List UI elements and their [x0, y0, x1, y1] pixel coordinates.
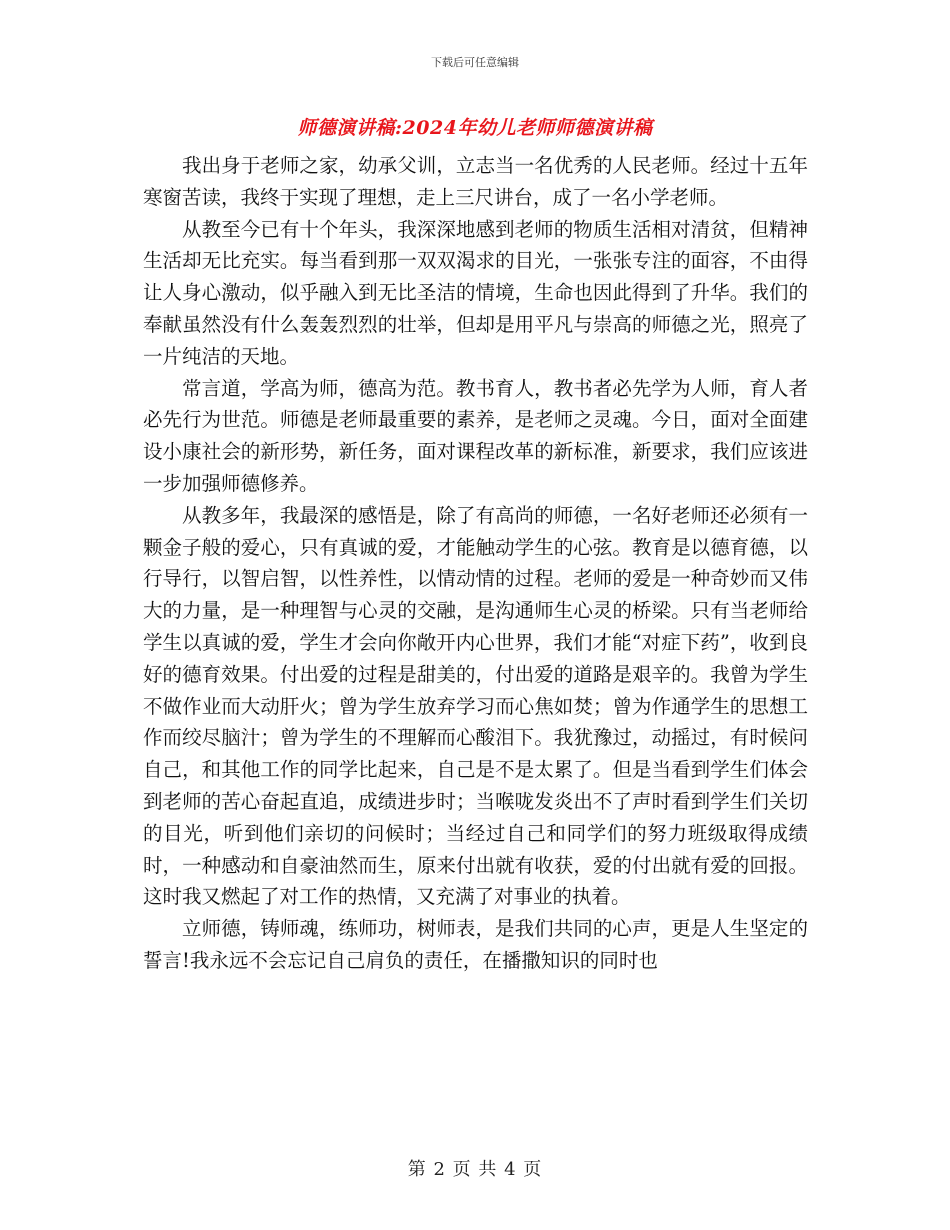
document-body	[143, 150, 808, 977]
paragraph-2: 从教至今已有十个年头，我深深地感到老师的物质生活相对清贫，但精神生活却无比充实。每当看到那一双双渴求的目光，一张张专注的面容，不由得让人身心激动，似乎融入到无比圣洁的情境，生命也因此得到了升华。我们的奉献虽然没有什么轰轰烈烈的壮举，但却是用平凡与崇高的师德之光，照亮了一片纯洁的天地。	[143, 217, 808, 368]
page-footer: 第 2 页 共 4 页	[407, 1159, 543, 1180]
paragraph-5: 立师德，铸师魂，练师功，树师表，是我们共同的心声，更是人生坚定的誓言!我永远不会忘记自己肩负的责任，在播撒知识的同时也	[143, 917, 808, 972]
paragraph-4: 从教多年，我最深的感悟是，除了有高尚的师德，一名好老师还必须有一颗金子般的爱心，只有真诚的爱，才能触动学生的心弦。教育是以德育德，以行导行，以智启智，以性养性，以情动情的过程。老师的爱是一种奇妙而又伟大的力量，是一种理智与心灵的交融，是沟通师生心灵的桥梁。只有当老师给学生以真诚的爱，学生才会向你敞开内心世界，我们才能“对症下药”，收到良好的德育效果。付出爱的过程是甜美的，付出爱的道路是艰辛的。我曾为学生不做作业而大动肝火；曾为学生放弃学习而心焦如焚；曾为作通学生的思想工作而绞尽脑汁；曾为学生的不理解而心酸泪下。我犹豫过，动摇过，有时候问自己，和其他工作的同学比起来，自己是不是太累了。但是当看到学生们体会到老师的苦心奋起直追，成绩进步时；当喉咙发炎出不了声时看到学生们关切的目光，听到他们亲切的问候时；当经过自己和同学们的努力班级取得成绩时，一种感动和自豪油然而生，原来付出就有收获，爱的付出就有爱的回报。这时我又燃起了对工作的热情，又充满了对事业的执着。	[143, 503, 808, 909]
paragraph-1: 我出身于老师之家，幼承父训，立志当一名优秀的人民老师。经过十五年寒窗苦读，我终于实现了理想，走上三尺讲台，成了一名小学老师。	[143, 154, 808, 209]
paragraph-3: 常言道，学高为师，德高为范。教书育人，教书者必先学为人师，育人者必先行为世范。师德是老师最重要的素养，是老师之灵魂。今日，面对全面建设小康社会的新形势，新任务，面对课程改革的新标准，新要求，我们应该进一步加强师德修养。	[143, 376, 808, 495]
header-note: 下载后可任意编辑	[431, 56, 519, 69]
document-title: 师德演讲稿:2024年幼儿老师师德演讲稿	[297, 117, 653, 139]
